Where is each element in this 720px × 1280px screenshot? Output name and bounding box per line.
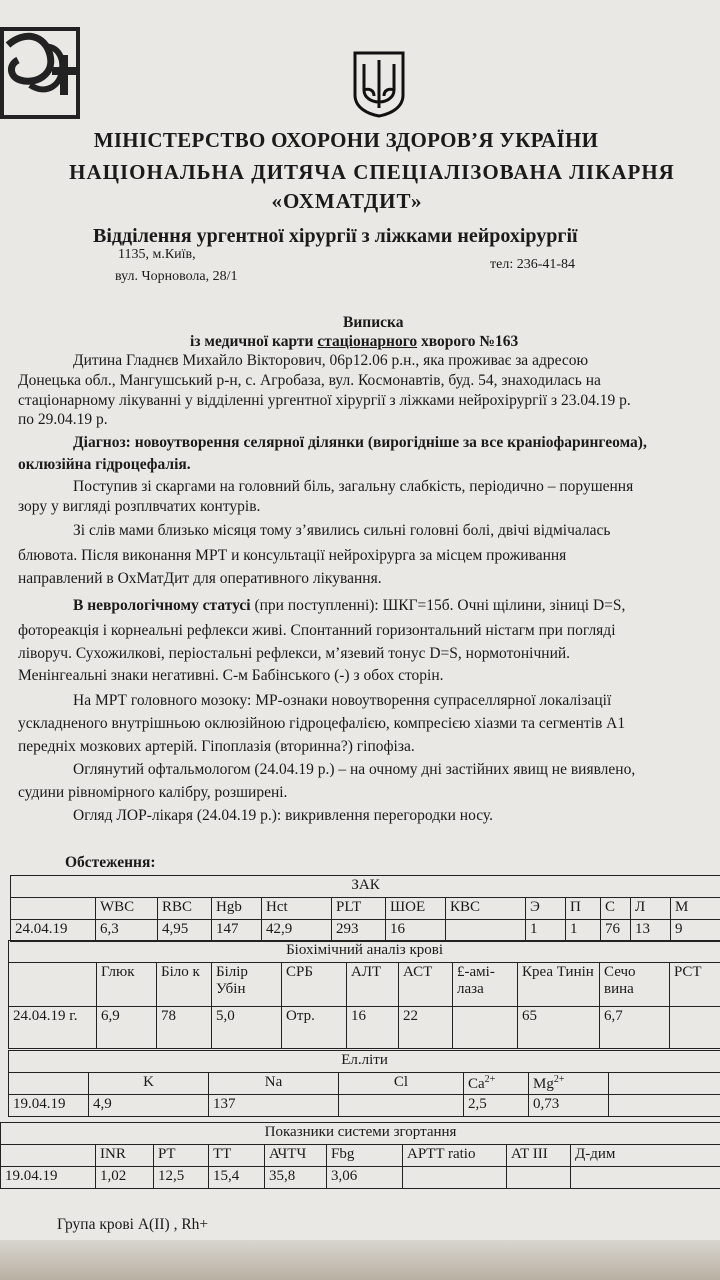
cbc-header: Л	[631, 898, 671, 920]
cbc-cell	[446, 920, 526, 942]
table-row	[9, 1095, 720, 1117]
cbc-table	[10, 875, 720, 942]
patient-line-3: стаціонарному лікуванні у відділенні ургентної хірургії з ліжками нейрохірургії з 23.04.19 р.	[18, 392, 631, 409]
biochemistry-cell	[670, 1007, 720, 1049]
electrolytes-header	[9, 1073, 89, 1095]
biochemistry-header: СРБ	[282, 963, 347, 1007]
coagulation-cell: 15,4	[209, 1167, 265, 1189]
biochemistry-cell: Отр.	[282, 1007, 347, 1049]
complaints-line-1: Поступив зі скаргами на головний біль, загальну слабкість, періодично – порушення	[73, 478, 634, 495]
electrolytes-header	[609, 1073, 720, 1095]
doc-subtitle: із медичної карти стаціонарного хворого №163	[190, 333, 519, 350]
coagulation-title-row	[1, 1123, 720, 1145]
coagulation-table	[0, 1122, 720, 1189]
coagulation-header: APTT ratio	[403, 1145, 507, 1167]
electrolytes-table	[8, 1050, 720, 1117]
table-row	[1, 1167, 720, 1189]
cbc-cell: 1	[526, 920, 566, 942]
electrolytes-title-row	[9, 1051, 720, 1073]
coat-of-arms-icon	[352, 50, 406, 118]
biochemistry-cell: 22	[399, 1007, 453, 1049]
patient-line-4: по 29.04.19 р.	[18, 411, 108, 428]
patient-line-1: Дитина Гладнєв Михайло Вікторович, 06р12.06 р.н., яка проживає за адресою	[73, 352, 589, 369]
electrolytes-header: Na	[209, 1073, 339, 1095]
cbc-header: WBC	[96, 898, 158, 920]
ministry-title: МІНІСТЕРСТВО ОХОРОНИ ЗДОРОВ’Я УКРАЇНИ	[93, 128, 599, 152]
coagulation-header-row	[1, 1145, 720, 1167]
cbc-header: ШОЕ	[386, 898, 446, 920]
history-line-3: направлений в ОхМатДит для оперативного лікування.	[18, 570, 382, 587]
cbc-header: КВС	[446, 898, 526, 920]
complaints-line-2: зору у вигляді розплвчатих контурів.	[18, 498, 261, 515]
doc-title: Виписка	[343, 314, 404, 331]
electrolytes-cell	[609, 1095, 720, 1117]
coagulation-header: Fbg	[327, 1145, 403, 1167]
neuro-line-2: фотореакція і корнеальні рефлекси живі. Спонтанний горизонтальний ністагм при погляді	[18, 622, 616, 639]
cbc-cell: 6,3	[96, 920, 158, 942]
coagulation-cell	[571, 1167, 720, 1189]
coagulation-header: TT	[209, 1145, 265, 1167]
electrolytes-header-ca: $Ca^{2+}$	[464, 1073, 529, 1095]
cbc-cell: 16	[386, 920, 446, 942]
exams-label: Обстеження:	[65, 854, 156, 871]
biochemistry-header	[9, 963, 97, 1007]
hospital-name: «ОХМАТДИТ»	[271, 189, 423, 213]
patient-line-2: Донецька обл., Мангушський р-н, с. Агробаза, вул. Космонавтів, буд. 54, знаходилась на	[18, 372, 601, 389]
cbc-header: RBC	[158, 898, 212, 920]
cbc-cell: 42,9	[262, 920, 332, 942]
neuro-line-4: Менінгеальні знаки негативні. С-м Бабінського (-) з обох сторін.	[18, 667, 444, 684]
coagulation-cell	[403, 1167, 507, 1189]
coagulation-cell: 3,06	[327, 1167, 403, 1189]
history-line-1: Зі слів мами близько місяця тому з’явились сильні головні болі, двічі відмічалась	[73, 522, 611, 539]
biochemistry-header: Білір Убін	[212, 963, 282, 1007]
coagulation-header: Д-дим	[571, 1145, 720, 1167]
electrolytes-header: K	[89, 1073, 209, 1095]
cbc-cell: 147	[212, 920, 262, 942]
biochemistry-title-row	[9, 941, 720, 963]
biochemistry-header: АСТ	[399, 963, 453, 1007]
page-edge-shadow	[0, 1240, 720, 1280]
biochemistry-title: Біохімічний аналіз крові	[9, 941, 720, 963]
biochemistry-header: £-амі- лаза	[453, 963, 518, 1007]
cbc-header: Hgb	[212, 898, 262, 920]
electrolytes-header-row	[9, 1073, 720, 1095]
cbc-header: Э	[526, 898, 566, 920]
biochemistry-header: Біло к	[157, 963, 212, 1007]
cbc-header: М	[671, 898, 720, 920]
biochemistry-header: PCT	[670, 963, 720, 1007]
cbc-title: ЗАК	[11, 876, 720, 898]
biochemistry-cell: 16	[347, 1007, 399, 1049]
coagulation-header	[1, 1145, 96, 1167]
cbc-title-row	[11, 876, 720, 898]
table-row	[9, 1007, 720, 1049]
biochemistry-cell: 65	[518, 1007, 600, 1049]
cbc-cell: 13	[631, 920, 671, 942]
department-title: Відділення ургентної хірургії з ліжками нейрохірургії	[93, 225, 578, 247]
address-street: вул. Чорновола, 28/1	[115, 269, 238, 284]
cbc-header	[11, 898, 96, 920]
electrolytes-cell: 4,9	[89, 1095, 209, 1117]
electrolytes-header: Cl	[339, 1073, 464, 1095]
cbc-cell: 9	[671, 920, 720, 942]
biochemistry-header-row	[9, 963, 720, 1007]
biochemistry-header: Креа Тинін	[518, 963, 600, 1007]
cbc-header: PLT	[332, 898, 386, 920]
mri-line-2: ускладненого внутрішньою оклюзійною гідроцефалією, компресією хіазми та сегментів А1	[18, 715, 626, 732]
electrolytes-cell: 0,73	[529, 1095, 609, 1117]
cbc-cell: 293	[332, 920, 386, 942]
address-city: 1135, м.Київ,	[118, 247, 196, 262]
cbc-cell: 76	[601, 920, 631, 942]
biochemistry-cell: 24.04.19 г.	[9, 1007, 97, 1049]
ophthalmology-line-1: Оглянутий офтальмологом (24.04.19 р.) – на очному дні застійних явищ не виявлено,	[73, 761, 636, 778]
biochemistry-header: Сечо вина	[600, 963, 670, 1007]
electrolytes-cell: 19.04.19	[9, 1095, 89, 1117]
diagnosis-line-2: оклюзійна гідроцефалія.	[18, 456, 191, 473]
biochemistry-cell: 5,0	[212, 1007, 282, 1049]
cbc-header: С	[601, 898, 631, 920]
coagulation-cell	[507, 1167, 571, 1189]
biochemistry-header: Глюк	[97, 963, 157, 1007]
biochemistry-table	[8, 940, 720, 1049]
coagulation-cell: 12,5	[154, 1167, 209, 1189]
hospital-title: НАЦІОНАЛЬНА ДИТЯЧА СПЕЦІАЛІЗОВАНА ЛІКАРНЯ	[69, 160, 675, 184]
biochemistry-header: АЛТ	[347, 963, 399, 1007]
coagulation-cell: 35,8	[265, 1167, 327, 1189]
blood-group: Група крові A(II) , Rh+	[57, 1216, 209, 1233]
ophthalmology-line-2: судини рівномірного калібру, розширені.	[18, 784, 288, 801]
cbc-cell: 1	[566, 920, 601, 942]
electrolytes-cell: 2,5	[464, 1095, 529, 1117]
electrolytes-title: Ел.літи	[9, 1051, 720, 1073]
neuro-line-3: ліворуч. Сухожилкові, періостальні рефлекси, м’язевий тонус D=S, нормотонічний.	[18, 645, 571, 662]
coagulation-header: AT III	[507, 1145, 571, 1167]
mri-line-3: передніх мозкових артерій. Гіпоплазія (вторинна?) гіпофіза.	[18, 738, 415, 755]
coagulation-cell: 19.04.19	[1, 1167, 96, 1189]
cbc-cell: 4,95	[158, 920, 212, 942]
cbc-header: П	[566, 898, 601, 920]
diagnosis-line-1: Діагноз: новоутворення селярної ділянки (вирогідніше за все краніофарингеома),	[73, 434, 647, 451]
electrolytes-cell	[339, 1095, 464, 1117]
biochemistry-cell	[453, 1007, 518, 1049]
mri-line-1: На МРТ головного мозоку: МР-ознаки новоутворення супраселлярної локалізації	[73, 692, 612, 709]
table-row	[11, 920, 720, 942]
coagulation-header: PT	[154, 1145, 209, 1167]
biochemistry-cell: 78	[157, 1007, 212, 1049]
coagulation-header: АЧТЧ	[265, 1145, 327, 1167]
electrolytes-header-mg: $Mg^{2+}$	[529, 1073, 609, 1095]
neuro-line-1: В неврологічному статусі (при поступленні): ШКГ=15б. Очні щілини, зіниці D=S,	[73, 597, 626, 614]
coagulation-cell: 1,02	[96, 1167, 154, 1189]
cbc-header: Hct	[262, 898, 332, 920]
coagulation-title: Показники системи згортання	[1, 1123, 720, 1145]
biochemistry-cell: 6,7	[600, 1007, 670, 1049]
history-line-2: блювота. Після виконання МРТ и консультації нейрохірурга за місцем проживання	[18, 547, 567, 564]
cbc-header-row	[11, 898, 720, 920]
phone: тел: 236-41-84	[490, 257, 576, 272]
electrolytes-cell: 137	[209, 1095, 339, 1117]
biochemistry-cell: 6,9	[97, 1007, 157, 1049]
cbc-cell: 24.04.19	[11, 920, 96, 942]
coagulation-header: INR	[96, 1145, 154, 1167]
hospital-logo-icon	[0, 25, 80, 120]
ent-line: Огляд ЛОР-лікаря (24.04.19 р.): викривлення перегородки носу.	[73, 807, 493, 824]
